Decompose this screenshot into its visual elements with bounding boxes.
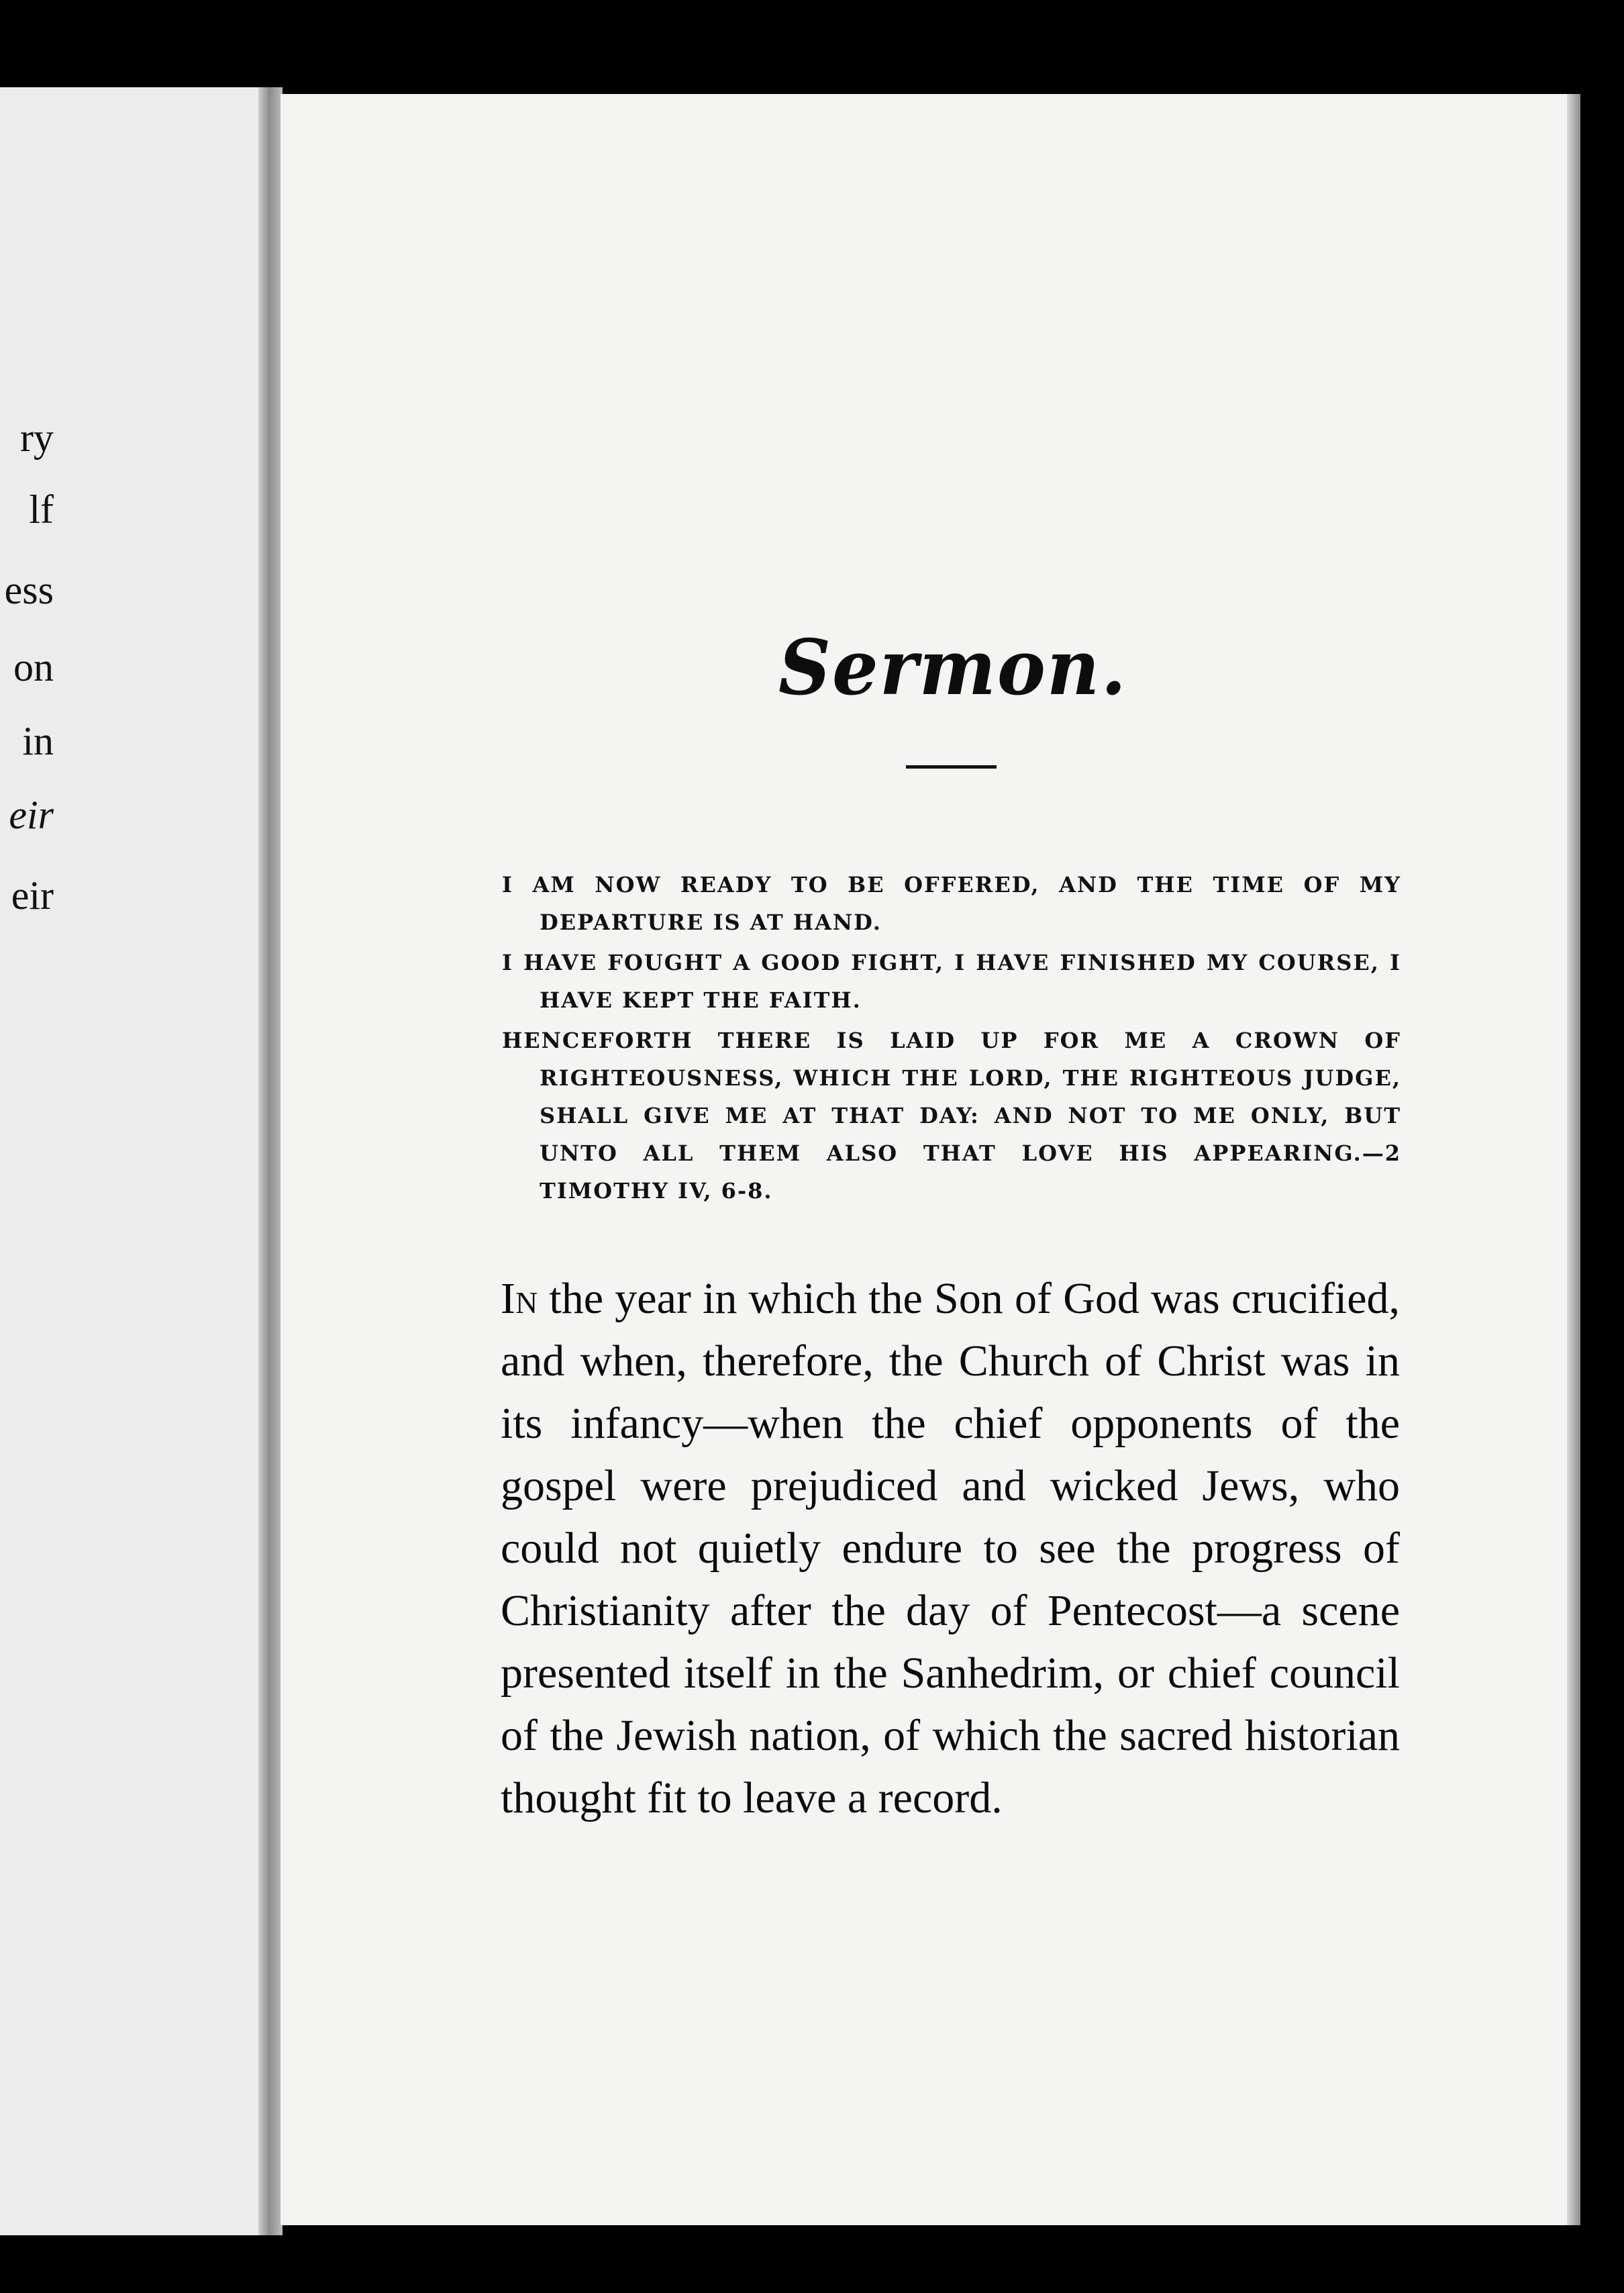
facing-page-fragment: eir (11, 873, 54, 918)
epigraph-verse: I HAVE FOUGHT A GOOD FIGHT, I HAVE FINISHED MY COURSE, I HAVE KEPT THE FAITH. (502, 950, 1401, 1013)
page-edge (1567, 94, 1580, 2225)
facing-page-fragment: ess (4, 568, 54, 612)
sermon-heading: Sermon. (778, 624, 1128, 713)
scripture-epigraph (502, 866, 1401, 1212)
facing-page-fragment: lf (29, 487, 54, 532)
epigraph-verse: I AM NOW READY TO BE OFFERED, AND THE TIME OF MY DEPARTURE IS AT HAND. (502, 872, 1401, 935)
book-gutter (258, 87, 283, 2235)
epigraph-verse: HENCEFORTH THERE IS LAID UP FOR ME A CROWN OF RIGHTEOUSNESS, WHICH THE LORD, THE RIGHTEOUS JUDGE, SHALL GIVE ME AT THAT DAY: AND NOT TO ME ONLY, BUT UNTO ALL THEM ALSO THAT LOVE HIS APPEARING.—2 TIMOTHY IV, 6-8. (502, 1028, 1401, 1204)
paragraph-text: the year in which the Son of God was crucified, and when, therefore, the Church of Christ was in its infancy—when the chief opponents of the gospel were prejudiced and wicked Jews, who could not quietly endure to see the progress of Christianity after the day of Pentecost—a scene presented itself in the Sanhedrim, or chief council of the Jewish nation, of which the sacred historian thought fit to leave a record. (501, 1274, 1400, 1822)
facing-page-fragment: on (13, 645, 54, 689)
facing-page-fragment: in (22, 719, 54, 763)
facing-page-fragment: eir (9, 793, 54, 837)
facing-page-text (0, 0, 54, 2293)
opening-word: In (501, 1274, 538, 1323)
sermon-opening-paragraph (501, 1267, 1400, 1829)
heading-rule (906, 765, 997, 769)
facing-page-fragment: ry (20, 416, 54, 460)
